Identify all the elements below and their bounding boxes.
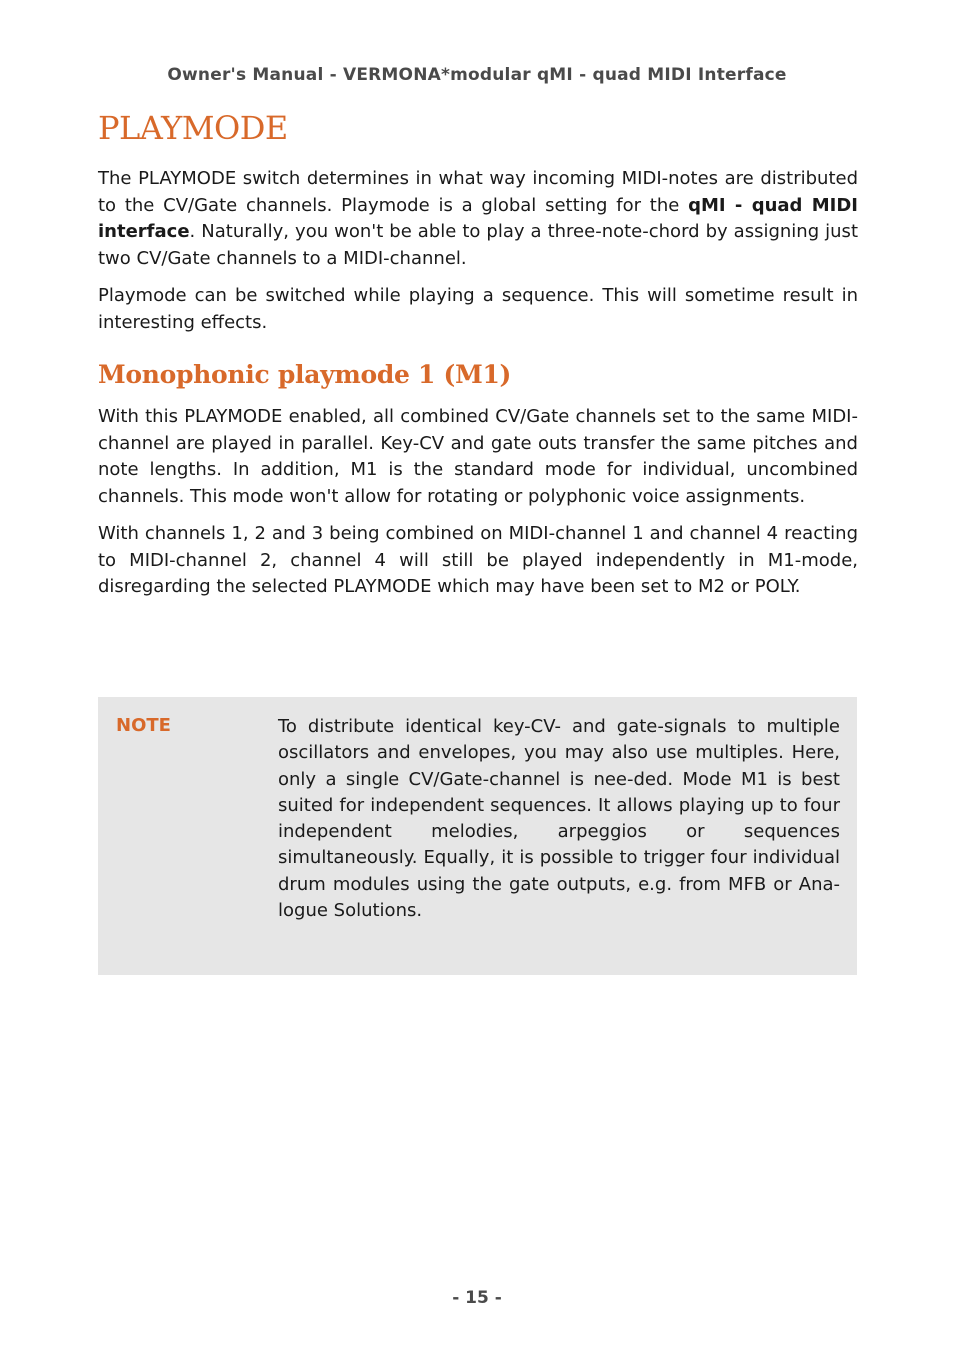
note-label: NOTE [116,715,171,736]
playmode-paragraph-2: Playmode can be switched while playing a sequence. This will sometime result in interesting effects. [98,285,858,333]
product-name: qMI - quad MIDI interface [98,194,858,242]
main-content [98,108,858,612]
section-title: PLAYMODE [98,109,288,147]
playmode-paragraph-1-end: . Naturally, you won't be able to play a three-note-chord by assigning just two CV/Gate channels to a MIDI-channel. [98,221,858,269]
note-box [98,697,857,975]
note-text: To distribute identical key-CV- and gate-signals to multiple oscillators and envelopes, you may also use multiples. Here, only a single CV/Gate-channel is nee-ded. Mode M1 is best suited for independent sequences. It allows playing up to four independent melodies, arpeggios or sequences simultaneously. Equally, it is possible to trigger four individual drum modules using the gate outputs, e.g. from MFB or Ana-logue Solutions. [278,716,840,922]
playmode-paragraph-1 [98,166,858,272]
m1-paragraph-2: With channels 1, 2 and 3 being combined on MIDI-channel 1 and channel 4 reacting to MIDI-channel 2, channel 4 will still be played independently in M1-mode, disregarding the selected PLAYMODE which may have been set to M2 or POLY. [98,523,858,597]
m1-paragraph-1: With this PLAYMODE enabled, all combined CV/Gate channels set to the same MIDI-channel are played in parallel. Key-CV and gate outs transfer the same pitches and note lengths. In addition, M1 is the standard mode for individual, uncombined channels. This mode won't allow for rotating or polyphonic voice assignments. [98,406,858,507]
page-number: - 15 - [452,1288,502,1308]
playmode-paragraph-1-start: The PLAYMODE switch determines in what way incoming MIDI-notes are distributed to the CV/Gate channels. Playmode is a global setting for the [98,168,858,216]
subsection-title: Monophonic playmode 1 (M1) [98,360,512,389]
running-header: Owner's Manual - VERMONA*modular qMI - quad MIDI Interface [167,65,787,85]
